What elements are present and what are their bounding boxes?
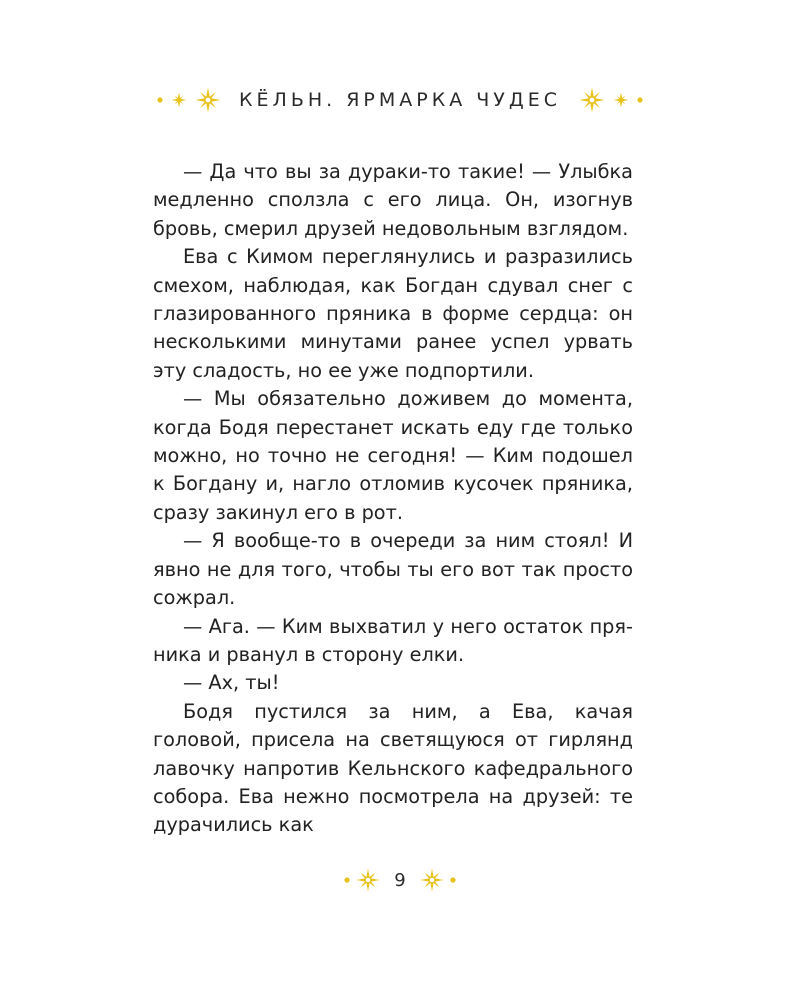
paragraph: Бодя пустился за ним, а Ева, качая головой, присела на светящуюся от гирлянд лавочку напротив Кельнского кафедрального собора. Ева нежно посмотрела на друзей: те дурачились как xyxy=(153,699,633,837)
large-star-ornament-icon xyxy=(195,87,221,113)
body-text xyxy=(153,158,633,840)
running-head xyxy=(0,86,800,114)
dot-ornament-icon xyxy=(344,877,350,883)
dot-ornament-icon xyxy=(637,97,643,103)
page-number: 9 xyxy=(394,869,406,891)
dot-ornament-icon xyxy=(450,877,456,883)
paragraph: Ева с Кимом переглянулись и разразились смехом, наблюдая, как Богдан сдувал снег с глазированного пряника в форме сердца: он несколькими минутами ранее успел урвать эту сладость, но ее уже подпортили. xyxy=(153,245,633,382)
paragraph: — Да что вы за дураки-то такие! — Улыбка медленно сползла с его лица. Он, изогнув бровь, смерил друзей недовольным взглядом. xyxy=(153,160,633,240)
page-footer xyxy=(0,866,800,894)
dot-ornament-icon xyxy=(157,97,163,103)
large-star-ornament-icon xyxy=(579,87,605,113)
paragraph: — Я вообще-то в очереди за ним стоял! И явно не для того, чтобы ты его вот так просто сожрал. xyxy=(153,529,633,610)
small-star-ornament-icon xyxy=(171,92,187,108)
large-star-ornament-icon xyxy=(420,868,444,892)
running-head-title: КЁЛЬН. ЯРМАРКА ЧУДЕС xyxy=(239,89,561,111)
small-star-ornament-icon xyxy=(613,92,629,108)
large-star-ornament-icon xyxy=(356,868,380,892)
paragraph: — Ах, ты! xyxy=(183,671,280,695)
paragraph: — Мы обязательно доживем до момента, когда Бодя перестанет искать еду где только можно, но точно не сегодня! — Ким подошел к Богдану и, нагло отломив кусочек пряника, сразу закинул его в рот. xyxy=(153,387,633,524)
paragraph: — Ага. — Ким выхватил у него остаток пряника и рванул в сторону елки. xyxy=(153,614,633,666)
